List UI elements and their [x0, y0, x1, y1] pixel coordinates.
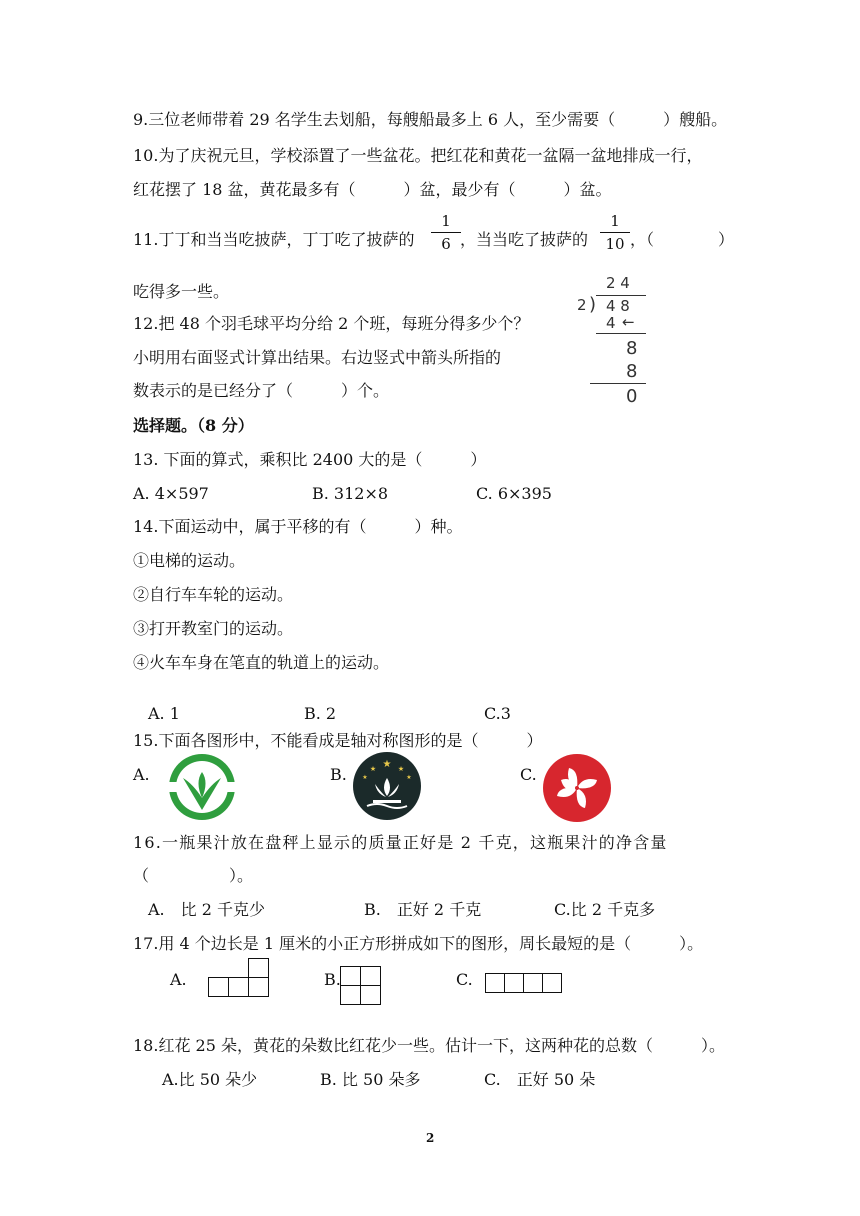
question-12-line-2: 小明用右面竖式计算出结果。右边竖式中箭头所指的: [133, 348, 502, 367]
q14-item-4: ④火车车身在笔直的轨道上的运动。: [133, 653, 390, 672]
hong-kong-emblem-icon: [541, 752, 613, 824]
square: [228, 977, 249, 997]
q14-option-c: C.3: [484, 704, 511, 723]
square: [248, 977, 269, 997]
question-16-line-2: （ ）。: [133, 866, 254, 885]
green-logo-icon: [165, 752, 239, 822]
arrow-icon: ←: [622, 313, 635, 331]
question-16-line-1: 16.一瓶果汁放在盘秤上显示的质量正好是 2 千克，这瓶果汁的净含量: [133, 833, 668, 852]
q13-option-c: C. 6×395: [476, 484, 552, 503]
division-step-1: 4: [606, 314, 616, 332]
question-12-line-1: 12.把 48 个羽毛球平均分给 2 个班，每班分得多少个？: [133, 314, 530, 333]
svg-text:★: ★: [362, 774, 368, 781]
svg-text:★: ★: [406, 774, 412, 781]
fraction-bar: [600, 232, 630, 233]
square: [340, 966, 361, 986]
q14-option-a: A. 1: [148, 704, 180, 723]
square: [208, 977, 229, 997]
q17-label-b: B.: [324, 970, 341, 989]
q13-option-b: B. 312×8: [312, 484, 389, 503]
question-9: 9.三位老师带着 29 名学生去划船，每艘船最多上 6 人，至少需要（ ）艘船。: [133, 110, 728, 129]
division-divisor: 2: [577, 296, 587, 314]
square: [360, 985, 381, 1005]
fraction-one-sixth: [431, 212, 461, 253]
square: [504, 973, 524, 993]
square: [523, 973, 543, 993]
fraction-denominator: 6: [441, 235, 451, 253]
svg-text:★: ★: [397, 765, 405, 773]
q14-item-2: ②自行车车轮的运动。: [133, 585, 294, 604]
q18-option-a: A.比 50 朵少: [162, 1070, 258, 1089]
question-11-part-1: 11.丁丁和当当吃披萨，丁丁吃了披萨的: [133, 230, 415, 249]
svg-text:★: ★: [369, 765, 377, 773]
question-11-part-2: ，当当吃了披萨的: [460, 230, 589, 249]
square: [248, 958, 269, 978]
square: [360, 966, 381, 986]
q18-option-c: C. 正好 50 朵: [484, 1070, 596, 1089]
page-number: 2: [426, 1131, 435, 1145]
question-14: 14.下面运动中，属于平移的有（ ）种。: [133, 517, 463, 536]
q16-option-b: B. 正好 2 千克: [364, 900, 482, 919]
question-10-line-2: 红花摆了 18 盆，黄花最多有（ ）盆，最少有（ ）盆。: [133, 180, 612, 199]
q16-option-a: A. 比 2 千克少: [148, 900, 265, 919]
square: [542, 973, 562, 993]
q15-label-a: A.: [133, 765, 150, 784]
question-17: 17.用 4 个边长是 1 厘米的小正方形拼成如下的图形，周长最短的是（ ）。: [133, 934, 704, 953]
q16-option-c: C.比 2 千克多: [554, 900, 656, 919]
question-11-part-3: ，（ ）: [630, 230, 735, 249]
division-top-line: [596, 295, 646, 296]
q14-item-1: ①电梯的运动。: [133, 551, 246, 570]
division-step-3: 8: [626, 361, 638, 382]
division-bracket: ): [589, 294, 597, 315]
square: [485, 973, 505, 993]
question-10-line-1: 10.为了庆祝元旦，学校添置了一些盆花。把红花和黄花一盆隔一盆地排成一行，: [133, 146, 703, 165]
fraction-bar: [431, 232, 461, 233]
fraction-denominator: 10: [605, 235, 625, 253]
q18-option-b: B. 比 50 朵多: [320, 1070, 421, 1089]
question-13: 13. 下面的算式，乘积比 2400 大的是（ ）: [133, 450, 487, 469]
division-line-1: [596, 333, 646, 334]
division-quotient: 2 4: [606, 274, 630, 292]
square: [340, 985, 361, 1005]
fraction-one-tenth: [600, 212, 630, 253]
q15-label-c: C.: [520, 765, 537, 784]
q17-label-c: C.: [456, 970, 473, 989]
division-step-2: 8: [626, 338, 638, 359]
division-dividend: 4 8: [606, 297, 630, 315]
question-12-line-3: 数表示的是已经分了（ ）个。: [133, 381, 390, 400]
q14-item-3: ③打开教室门的运动。: [133, 619, 294, 638]
section-title: 选择题。（8 分）: [133, 416, 254, 435]
question-18: 18.红花 25 朵，黄花的朵数比红花少一些。估计一下，这两种花的总数（ ）。: [133, 1036, 725, 1055]
q13-option-a: A. 4×597: [133, 484, 209, 503]
q17-label-a: A.: [170, 970, 187, 989]
fraction-numerator: 1: [441, 212, 451, 230]
svg-text:★: ★: [382, 759, 392, 770]
division-remainder: 0: [626, 386, 638, 407]
question-15: 15.下面各图形中，不能看成是轴对称图形的是（ ）: [133, 731, 543, 750]
macau-emblem-icon: [351, 750, 423, 822]
q15-label-b: B.: [330, 765, 347, 784]
division-line-2: [590, 383, 646, 384]
q14-option-b: B. 2: [304, 704, 337, 723]
fraction-numerator: 1: [610, 212, 620, 230]
question-11-line-2: 吃得多一些。: [133, 282, 230, 301]
